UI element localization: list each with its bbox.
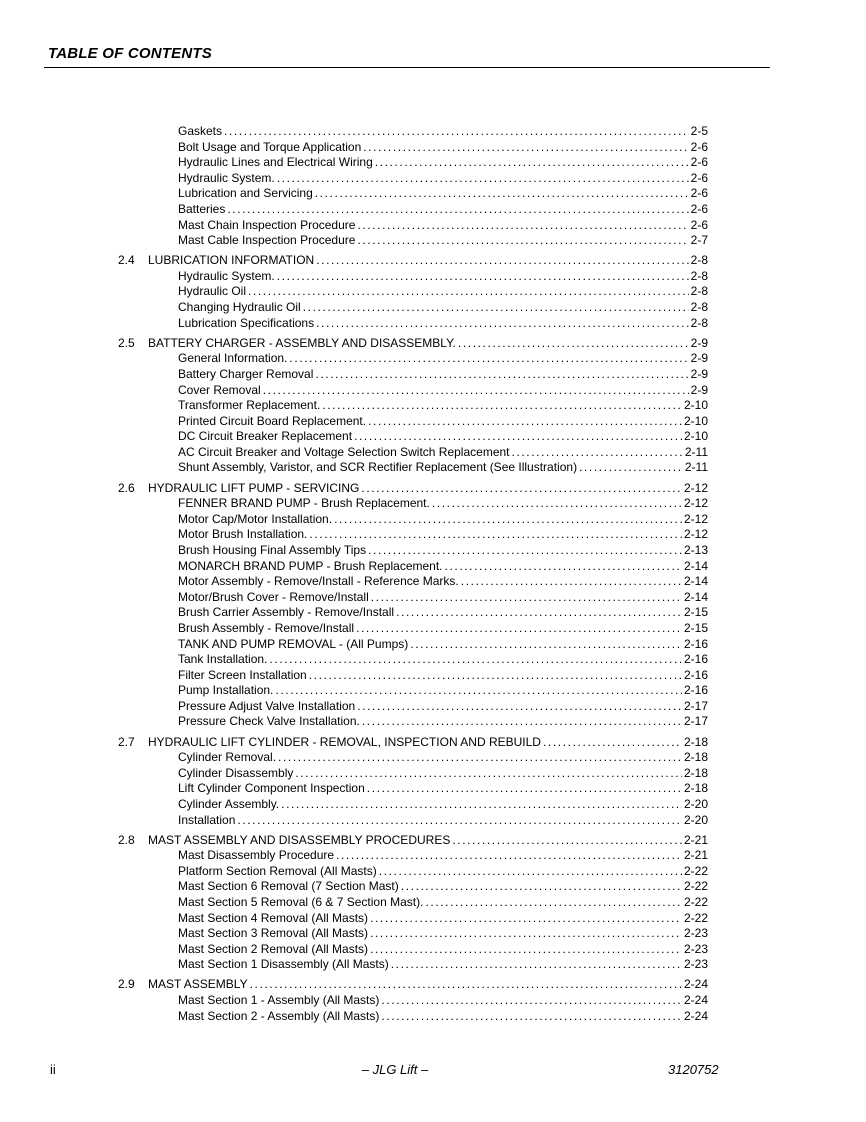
toc-page-number: 2-22 <box>683 863 708 878</box>
toc-entry-title: Brush Housing Final Assembly Tips <box>178 542 367 557</box>
toc-entry-title: Motor Brush Installation. <box>178 527 308 542</box>
toc-entry[interactable] <box>118 559 708 575</box>
toc-entry-title: General Information. <box>178 351 288 366</box>
toc-entry-title: Pressure Check Valve Installation. <box>178 714 360 729</box>
dot-leader <box>315 186 689 202</box>
dot-leader <box>371 590 682 606</box>
toc-entry[interactable] <box>118 926 708 942</box>
toc-entry-title: Installation <box>178 812 236 827</box>
dot-leader <box>357 218 688 234</box>
toc-entry-title: Mast Section 2 Removal (All Masts) <box>178 941 369 956</box>
dot-leader <box>461 574 682 590</box>
toc-page-number: 2-16 <box>683 636 708 651</box>
dot-leader <box>381 993 682 1009</box>
dot-leader <box>269 652 682 668</box>
toc-entry[interactable] <box>118 637 708 653</box>
toc-page-number: 2-20 <box>683 796 708 811</box>
dot-leader <box>368 414 682 430</box>
toc-section-entry[interactable] <box>118 336 708 352</box>
toc-entry-title: Hydraulic System. <box>178 170 275 185</box>
dot-leader <box>357 699 682 715</box>
toc-entry[interactable] <box>118 218 708 234</box>
toc-page-number: 2-18 <box>683 781 708 796</box>
toc-page-number: 2-8 <box>690 284 708 299</box>
toc-page-number: 2-6 <box>690 217 708 232</box>
toc-entry-title: LUBRICATION INFORMATION <box>148 253 315 268</box>
footer-doc-number: 3120752 <box>668 1062 719 1077</box>
toc-page-number: 2-10 <box>683 398 708 413</box>
toc-entry[interactable] <box>118 750 708 766</box>
toc-page-number: 2-12 <box>683 496 708 511</box>
toc-page-number: 2-8 <box>690 315 708 330</box>
toc-page-number: 2-6 <box>690 155 708 170</box>
toc-page-number: 2-23 <box>683 926 708 941</box>
toc-entry[interactable] <box>118 414 708 430</box>
toc-entry-title: Mast Section 6 Removal (7 Section Mast) <box>178 879 399 894</box>
toc-entry[interactable] <box>118 202 708 218</box>
toc-page-number: 2-23 <box>683 941 708 956</box>
toc-page-number: 2-6 <box>690 139 708 154</box>
toc-entry[interactable] <box>118 445 708 461</box>
toc-entry-title: Pressure Adjust Valve Installation <box>178 698 356 713</box>
toc-entry[interactable] <box>118 398 708 414</box>
page-header-title: TABLE OF CONTENTS <box>48 45 212 62</box>
dot-leader <box>410 637 682 653</box>
toc-entry-title: Hydraulic Lines and Electrical Wiring <box>178 155 373 170</box>
header-rule <box>44 67 770 68</box>
dot-leader <box>315 367 688 383</box>
toc-page-number: 2-21 <box>683 848 708 863</box>
dot-leader <box>368 543 682 559</box>
toc-entry-title: Cylinder Removal. <box>178 750 277 765</box>
toc-entry-title: Lubrication and Servicing <box>178 186 313 201</box>
toc-entry[interactable] <box>118 300 708 316</box>
toc-page-number: 2-17 <box>683 714 708 729</box>
toc-entry-title: MONARCH BRAND PUMP - Brush Replacement. <box>178 558 443 573</box>
toc-entry-title: Brush Assembly - Remove/Install <box>178 620 355 635</box>
dot-leader <box>263 383 689 399</box>
toc-page-number: 2-12 <box>683 480 708 495</box>
toc-entry-title: HYDRAULIC LIFT PUMP - SERVICING <box>148 480 360 495</box>
toc-page-number: 2-6 <box>690 170 708 185</box>
dot-leader <box>289 351 688 367</box>
toc-entry[interactable] <box>118 652 708 668</box>
toc-entry[interactable] <box>118 429 708 445</box>
dot-leader <box>512 445 683 461</box>
toc-page-number: 2-8 <box>690 268 708 283</box>
toc-section-number: 2.9 <box>118 977 135 992</box>
dot-leader <box>354 429 682 445</box>
dot-leader <box>250 977 682 993</box>
dot-leader <box>316 316 689 332</box>
toc-page-number: 2-9 <box>690 382 708 397</box>
toc-entry-title: Motor Assembly - Remove/Install - Reference Marks. <box>178 574 459 589</box>
toc-entry[interactable] <box>118 316 708 332</box>
toc-entry[interactable] <box>118 124 708 140</box>
toc-entry[interactable] <box>118 284 708 300</box>
toc-section-number: 2.6 <box>118 480 135 495</box>
dot-leader <box>579 460 683 476</box>
dot-leader <box>375 155 689 171</box>
toc-entry[interactable] <box>118 171 708 187</box>
toc-page-number: 2-24 <box>683 1008 708 1023</box>
dot-leader <box>357 233 688 249</box>
table-of-contents <box>118 124 708 1024</box>
toc-entry-title: Gaskets <box>178 124 223 138</box>
dot-leader <box>295 766 682 782</box>
dot-leader <box>316 253 688 269</box>
toc-section-entry[interactable] <box>118 977 708 993</box>
toc-entry-title: Mast Section 5 Removal (6 & 7 Section Mast). <box>178 895 424 909</box>
toc-page-number: 2-7 <box>690 233 708 248</box>
dot-leader <box>396 605 682 621</box>
toc-entry[interactable] <box>118 186 708 202</box>
toc-entry[interactable] <box>118 1009 708 1025</box>
toc-entry[interactable] <box>118 714 708 730</box>
toc-page-number: 2-15 <box>683 620 708 635</box>
toc-page-number: 2-22 <box>683 879 708 894</box>
toc-entry[interactable] <box>118 895 708 911</box>
toc-page-number: 2-8 <box>690 300 708 315</box>
toc-entry[interactable] <box>118 460 708 476</box>
toc-section-number: 2.5 <box>118 335 135 350</box>
toc-section-entry[interactable] <box>118 253 708 269</box>
dot-leader <box>370 911 682 927</box>
toc-section-entry[interactable] <box>118 481 708 497</box>
toc-entry[interactable] <box>118 668 708 684</box>
toc-section-number: 2.4 <box>118 253 135 268</box>
toc-entry-title: Mast Section 2 - Assembly (All Masts) <box>178 1008 380 1023</box>
dot-leader <box>303 300 689 316</box>
toc-entry-title: Mast Section 3 Removal (All Masts) <box>178 926 369 941</box>
toc-entry-title: Platform Section Removal (All Masts) <box>178 863 377 878</box>
toc-entry-title: Lubrication Specifications <box>178 315 315 330</box>
toc-entry[interactable] <box>118 879 708 895</box>
toc-entry-title: Printed Circuit Board Replacement. <box>178 413 367 428</box>
toc-section-number: 2.7 <box>118 734 135 749</box>
toc-page-number: 2-17 <box>683 698 708 713</box>
toc-page-number: 2-22 <box>683 895 708 909</box>
dot-leader <box>224 124 689 140</box>
toc-section-entry[interactable] <box>118 833 708 849</box>
toc-entry[interactable] <box>118 590 708 606</box>
dot-leader <box>452 833 682 849</box>
toc-entry[interactable] <box>118 269 708 285</box>
toc-entry[interactable] <box>118 957 708 973</box>
toc-entry-title: Mast Disassembly Procedure <box>178 848 335 863</box>
toc-section-number: 2.8 <box>118 832 135 847</box>
toc-entry-title: Brush Carrier Assembly - Remove/Install <box>178 605 395 620</box>
toc-entry[interactable] <box>118 351 708 367</box>
dot-leader <box>379 864 682 880</box>
toc-entry[interactable] <box>118 813 708 829</box>
toc-entry-title: AC Circuit Breaker and Voltage Selection Switch Replacement <box>178 444 510 459</box>
dot-leader <box>425 895 682 911</box>
dot-leader <box>445 559 682 575</box>
dot-leader <box>275 683 682 699</box>
toc-page-number: 2-6 <box>690 186 708 201</box>
toc-page-number: 2-11 <box>684 444 708 459</box>
toc-entry[interactable] <box>118 383 708 399</box>
toc-entry[interactable] <box>118 864 708 880</box>
toc-entry[interactable] <box>118 766 708 782</box>
toc-page-number: 2-8 <box>690 253 708 268</box>
footer-center-text: – JLG Lift – <box>361 1062 429 1077</box>
toc-entry-title: Mast Chain Inspection Procedure <box>178 217 356 232</box>
toc-entry[interactable] <box>118 797 708 813</box>
dot-leader <box>334 512 682 528</box>
dot-leader <box>281 797 682 813</box>
toc-entry[interactable] <box>118 527 708 543</box>
toc-entry[interactable] <box>118 605 708 621</box>
dot-leader <box>361 481 682 497</box>
toc-entry[interactable] <box>118 911 708 927</box>
toc-page-number: 2-24 <box>683 993 708 1008</box>
toc-entry[interactable] <box>118 496 708 512</box>
toc-entry-title: Cylinder Disassembly <box>178 765 294 780</box>
dot-leader <box>227 202 688 218</box>
toc-entry-title: Mast Cable Inspection Procedure <box>178 233 356 248</box>
toc-entry-title: BATTERY CHARGER - ASSEMBLY AND DISASSEMBLY. <box>148 335 456 350</box>
dot-leader <box>458 336 689 352</box>
toc-page-number: 2-22 <box>683 910 708 925</box>
dot-leader <box>309 668 682 684</box>
dot-leader <box>391 957 682 973</box>
toc-page-number: 2-11 <box>684 460 708 475</box>
toc-entry-title: Lift Cylinder Component Inspection <box>178 781 365 796</box>
toc-page-number: 2-24 <box>683 977 708 992</box>
toc-entry-title: Tank Installation. <box>178 652 268 667</box>
toc-entry[interactable] <box>118 140 708 156</box>
toc-entry-title: HYDRAULIC LIFT CYLINDER - REMOVAL, INSPECTION AND REBUILD <box>148 734 541 749</box>
toc-page-number: 2-23 <box>683 957 708 972</box>
toc-entry[interactable] <box>118 993 708 1009</box>
dot-leader <box>278 750 682 766</box>
toc-entry[interactable] <box>118 621 708 637</box>
toc-entry[interactable] <box>118 233 708 249</box>
toc-page-number: 2-9 <box>690 366 708 381</box>
dot-leader <box>336 848 682 864</box>
dot-leader <box>309 527 682 543</box>
dot-leader <box>362 714 682 730</box>
dot-leader <box>401 879 682 895</box>
toc-entry[interactable] <box>118 848 708 864</box>
toc-entry-title: TANK AND PUMP REMOVAL - (All Pumps) <box>178 636 409 651</box>
toc-entry[interactable] <box>118 683 708 699</box>
toc-page-number: 2-21 <box>683 832 708 847</box>
dot-leader <box>356 621 682 637</box>
dot-leader <box>363 140 688 156</box>
toc-entry-title: Motor Cap/Motor Installation. <box>178 511 333 526</box>
toc-entry-title: Hydraulic Oil <box>178 284 247 299</box>
toc-page-number: 2-13 <box>683 542 708 557</box>
toc-page-number: 2-18 <box>683 734 708 749</box>
toc-entry-title: Transformer Replacement. <box>178 398 321 413</box>
toc-entry[interactable] <box>118 512 708 528</box>
toc-entry[interactable] <box>118 155 708 171</box>
toc-entry-title: Motor/Brush Cover - Remove/Install <box>178 589 369 604</box>
footer-page-number: ii <box>50 1062 56 1077</box>
toc-page-number: 2-12 <box>683 511 708 526</box>
toc-page-number: 2-16 <box>683 667 708 682</box>
toc-entry[interactable] <box>118 367 708 383</box>
toc-entry-title: Changing Hydraulic Oil <box>178 300 301 315</box>
toc-entry-title: Pump Installation. <box>178 683 274 698</box>
dot-leader <box>381 1009 682 1025</box>
toc-page-number: 2-14 <box>683 574 708 589</box>
toc-page-number: 2-15 <box>683 605 708 620</box>
toc-entry[interactable] <box>118 699 708 715</box>
toc-entry-title: Battery Charger Removal <box>178 366 314 381</box>
toc-entry-title: Shunt Assembly, Varistor, and SCR Rectifier Replacement (See Illustration) <box>178 460 578 475</box>
toc-page-number: 2-16 <box>683 683 708 698</box>
toc-page-number: 2-10 <box>683 429 708 444</box>
toc-page-number: 2-5 <box>690 124 708 138</box>
toc-entry[interactable] <box>118 942 708 958</box>
toc-entry-title: Mast Section 1 Disassembly (All Masts) <box>178 957 389 972</box>
toc-entry-title: Filter Screen Installation <box>178 667 307 682</box>
dot-leader <box>322 398 682 414</box>
toc-entry-title: Mast Section 1 - Assembly (All Masts) <box>178 993 380 1008</box>
toc-page-number: 2-9 <box>690 335 708 350</box>
toc-entry-title: MAST ASSEMBLY AND DISASSEMBLY PROCEDURES <box>148 832 451 847</box>
dot-leader <box>248 284 689 300</box>
toc-entry-title: MAST ASSEMBLY <box>148 977 248 992</box>
dot-leader <box>277 171 689 187</box>
dot-leader <box>543 735 682 751</box>
toc-entry[interactable] <box>118 781 708 797</box>
dot-leader <box>432 496 682 512</box>
dot-leader <box>370 942 682 958</box>
toc-entry-title: Cylinder Assembly. <box>178 796 280 811</box>
dot-leader <box>370 926 682 942</box>
toc-page-number: 2-6 <box>690 201 708 216</box>
toc-page-number: 2-10 <box>683 413 708 428</box>
toc-page-number: 2-12 <box>683 527 708 542</box>
toc-page-number: 2-14 <box>683 558 708 573</box>
dot-leader <box>277 269 689 285</box>
toc-section-entry[interactable] <box>118 735 708 751</box>
toc-page-number: 2-14 <box>683 589 708 604</box>
toc-page-number: 2-16 <box>683 652 708 667</box>
toc-entry-title: Batteries <box>178 201 226 216</box>
toc-page-number: 2-18 <box>683 750 708 765</box>
toc-entry-title: Hydraulic System. <box>178 268 275 283</box>
toc-entry[interactable] <box>118 574 708 590</box>
toc-page-number: 2-20 <box>683 812 708 827</box>
toc-entry[interactable] <box>118 543 708 559</box>
toc-page-number: 2-18 <box>683 765 708 780</box>
toc-entry-title: FENNER BRAND PUMP - Brush Replacement. <box>178 496 430 511</box>
dot-leader <box>237 813 682 829</box>
dot-leader <box>367 781 682 797</box>
toc-entry-title: Bolt Usage and Torque Application <box>178 139 362 154</box>
toc-entry-title: DC Circuit Breaker Replacement <box>178 429 353 444</box>
toc-page-number: 2-9 <box>690 351 708 366</box>
toc-entry-title: Mast Section 4 Removal (All Masts) <box>178 910 369 925</box>
toc-entry-title: Cover Removal <box>178 382 261 397</box>
